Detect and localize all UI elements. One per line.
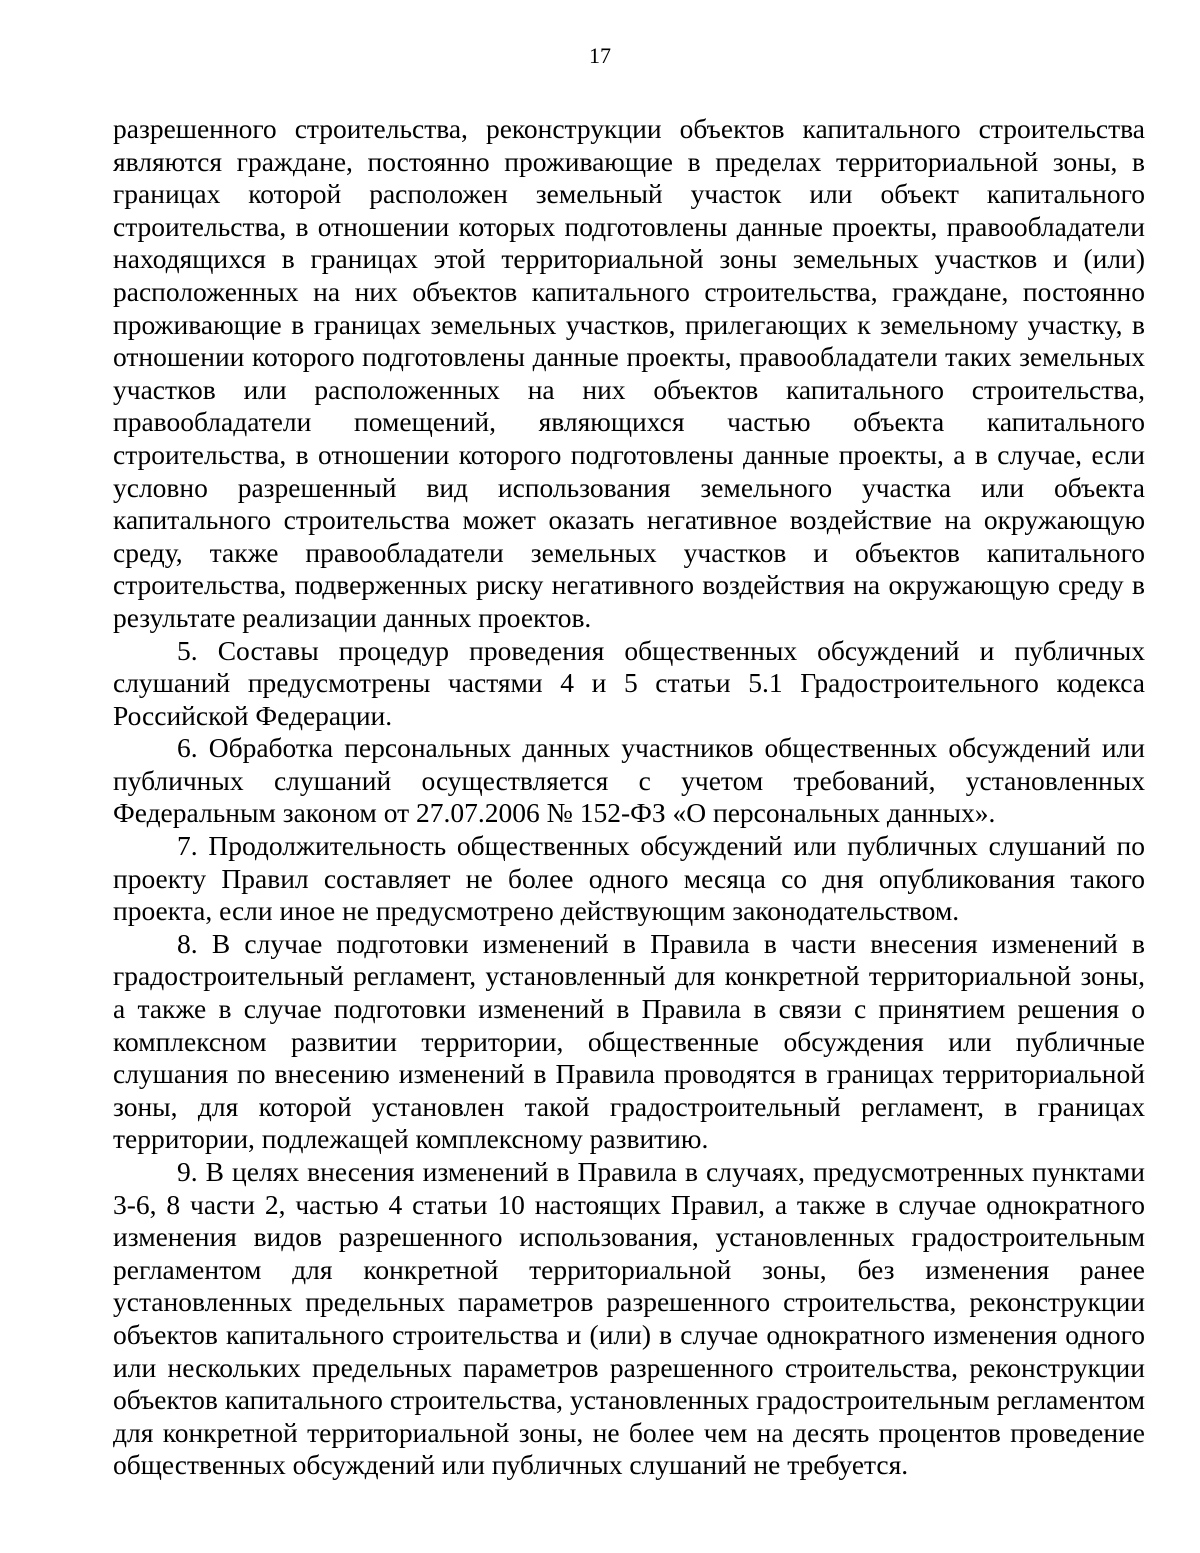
page-number: 17 <box>589 43 611 68</box>
paragraph-item-7: 7. Продолжительность общественных обсуждений или публичных слушаний по проекту Правил составляет не более одного месяца со дня опубликования такого проекта, если иное не предусмотрено действующим законодательством. <box>113 830 1145 927</box>
paragraph-item-9: 9. В целях внесения изменений в Правила в случаях, предусмотренных пунктами 3-6, 8 части 2, частью 4 статьи 10 настоящих Правил, а также в случае однократного изменения видов разрешенного использования, установленных градостроительным регламентом для конкретной территориальной зоны, без изменения ранее установленных предельных параметров разрешенного строительства, реконструкции объектов капитального строительства и (или) в случае однократного изменения одного или нескольких предельных параметров разрешенного строительства, реконструкции объектов капитального строительства, установленных градостроительным регламентом для конкретной территориальной зоны, не более чем на десять процентов проведение общественных обсуждений или публичных слушаний не требуется. <box>113 1156 1145 1481</box>
paragraph-continuation: разрешенного строительства, реконструкции объектов капитального строительства являются граждане, постоянно проживающие в пределах территориальной зоны, в границах которой расположен земельный участок или объект капитального строительства, в отношении которых подготовлены данные проекты, правообладатели находящихся в границах этой территориальной зоны земельных участков и (или) расположенных на них объектов капитального строительства, граждане, постоянно проживающие в границах земельных участков, прилегающих к земельному участку, в отношении которого подготовлены данные проекты, правообладатели таких земельных участков или расположенных на них объектов капитального строительства, правообладатели помещений, являющихся частью объекта капитального строительства, в отношении которого подготовлены данные проекты, а в случае, если условно разрешенный вид использования земельного участка или объекта капитального строительства может оказать негативное воздействие на окружающую среду, также правообладатели земельных участков и объектов капитального строительства, подверженных риску негативного воздействия на окружающую среду в результате реализации данных проектов. <box>113 113 1145 633</box>
paragraph-item-8: 8. В случае подготовки изменений в Правила в части внесения изменений в градостроительный регламент, установленный для конкретной территориальной зоны, а также в случае подготовки изменений в Правила в связи с принятием решения о комплексном развитии территории, общественные обсуждения или публичные слушания по внесению изменений в Правила проводятся в границах территориальной зоны, для которой установлен такой градостроительный регламент, в границах территории, подлежащей комплексному развитию. <box>113 927 1145 1155</box>
paragraph-item-6: 6. Обработка персональных данных участников общественных обсуждений или публичных слушаний осуществляется с учетом требований, установленных Федеральным законом от 27.07.2006 № 152-ФЗ «О персональных данных». <box>113 732 1145 829</box>
paragraph-item-5: 5. Составы процедур проведения общественных обсуждений и публичных слушаний предусмотрены частями 4 и 5 статьи 5.1 Градостроительного кодекса Российской Федерации. <box>113 634 1145 731</box>
document-body <box>113 113 1145 1482</box>
